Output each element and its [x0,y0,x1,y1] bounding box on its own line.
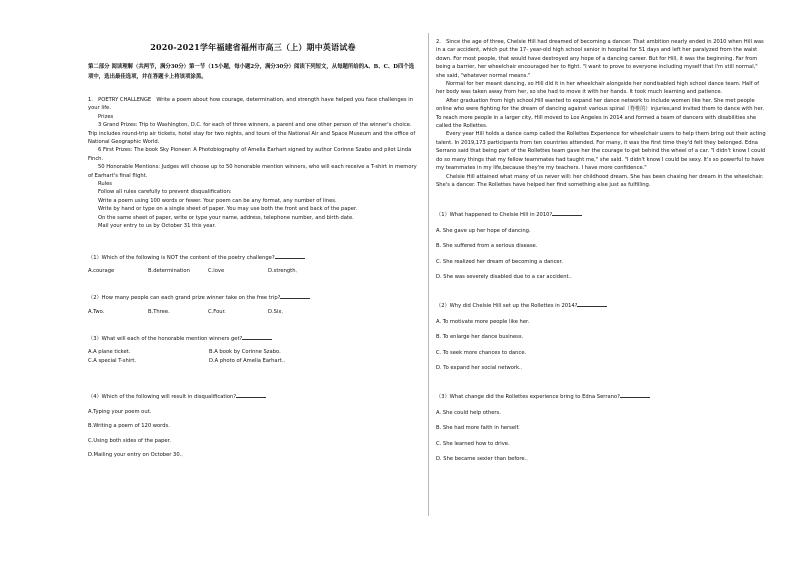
exam-title: 2020-2021学年福建省福州市高三（上）期中英语试卷 [150,42,356,52]
option-b[interactable]: B. She had more faith in herself. [436,425,520,432]
question-options [88,267,418,275]
question-options [436,318,768,373]
option-d[interactable]: D.strength． [268,267,301,274]
option-d[interactable]: D. She became sexier than before.． [436,456,532,462]
left-column [88,38,418,459]
option-d[interactable]: D.A photo of Amelia Earhart.． [209,357,289,364]
answer-blank [552,209,582,216]
question-options [436,409,768,464]
rule-item: On the same sheet of paper, write or type your name, address, telephone number, and birth date. [98,214,354,221]
grand-prize-text: 3 Grand Prizes: Trip to Washington, D.C. for each of three winners, a parent and one other person of the winner's choice. Trip includes round-trip air tickets, hotel stay for two nights, and tours of the National Air and Space Museum and the office of National Geographic World. [88,122,416,146]
question-4 [88,391,418,459]
option-a[interactable]: A.Typing your poem out. [88,408,152,415]
passage-2 [436,38,768,189]
option-a[interactable]: A. She could help others. [436,409,501,416]
answer-blank [280,292,310,299]
passage-2-paragraph: 2. Since the age of three, Chelsie Hill had dreamed of becoming a dancer. That ambition nearly ended in 2010 when Hill was in a car accident, which put the 17- year-old high school senior in hospital for 51 days and left her paralyzed from the waist down. For most people, that would have destroyed any hope of a dancing career. But for Hill, it was the beginning. Far from being a barrier, her wheelchair encouraged her to fight. "I want to prove to everyone including myself that I'm still normal," she said, "whatever normal means." [436,39,764,79]
question-stem: （2）Why did Chelsie Hill set up the Rollettes in 2014? [436,303,578,310]
column-divider [428,33,429,516]
question-r2 [436,300,768,372]
option-b[interactable]: B.determination [148,267,190,274]
question-options [88,308,418,316]
option-d[interactable]: D.Mailing your entry on October 30.． [88,451,187,458]
option-a[interactable]: A.courage [88,267,115,274]
passage-2-paragraph: Normal for her meant dancing, so Hill did it in her wheelchair alongside her nondisabled high school dance team. Half of her body was taken away from her, so she had to move it with her hands. It took much learning and patience. [436,81,760,96]
option-c[interactable]: C. She realized her dream of becoming a dancer. [436,258,563,265]
option-d[interactable]: D. She was severely disabled due to a car accident.． [436,273,576,280]
passage-2-paragraph: Every year Hill holds a dance camp called the Rollettes Experience for wheelchair users to help them bring out their acting talent. In 2019,173 participants from ten countries attended. For many, it was the first time they'd felt they belonged. Edna Serrano said that being part of the Rollettes team gave her the courage to get behind the wheel of a car. "I didn't know I could do so many things that my fellow teammates had taught me," she said. "I didn't know I could be sexy. It's so powerful to have my teammates in my life,because they're my teachers. I have more confidence." [436,131,766,172]
passage-1 [88,96,418,231]
answer-blank [577,300,607,307]
question-stem: （1）Which of the following is NOT the content of the poetry challenge? [88,254,275,261]
option-a[interactable]: A.A plane ticket. [88,348,131,355]
passage-2-paragraph: Chelsie Hill attained what many of us never will: her childhood dream. She has been chasing her dream in the wheelchair. She's a dancer. The Rollettes have helped her find something else just as fulfilling. [436,173,764,188]
rule-item: Write by hand or type on a single sheet of paper. You may use both the front and back of the paper. [98,206,358,213]
option-b[interactable]: B.Three. [148,308,170,315]
option-d[interactable]: D. To expand her social network.． [436,364,526,371]
option-b[interactable]: B. She suffered from a serious disease. [436,243,538,250]
question-stem: （3）What will each of the honorable mention winners get? [88,336,243,343]
option-c[interactable]: C. She learned how to drive. [436,440,510,447]
question-3 [88,333,418,365]
option-b[interactable]: B.A book by Corinne Szabo. [209,348,281,355]
option-b[interactable]: B. To enlarge her dance business. [436,334,524,341]
rule-item: Mail your entry to us by October 31 this year. [98,223,216,230]
rule-item: Write a poem using 100 words or fewer. Your poem can be any format, any number of lines. [98,197,337,204]
question-stem: （3）What change did the Rollettes experience bring to Edna Serrano? [436,394,620,401]
option-d[interactable]: D.Six． [268,308,287,315]
question-options [88,348,418,366]
question-options [436,227,768,282]
question-stem: （2）How many people can each grand prize winner take on the free trip? [88,295,281,302]
option-a[interactable]: A.Two. [88,308,105,315]
question-options [88,408,418,460]
rule-item: Follow all rules carefully to prevent disqualification: [98,189,232,196]
answer-blank [236,391,266,398]
prizes-label: Prizes [98,113,114,120]
question-stem: （1）What happened to Chelsie Hill in 2010? [436,212,553,219]
section-instructions: 第二部分 阅读理解（共两节，满分30分）第一节（15小题，每小题2分，满分30分）阅读下列短文，从每题所给的A、B、C、D四个选项中，选出最佳选项，并在答题卡上将该项涂黑。 [88,64,415,80]
answer-blank [620,391,650,398]
question-1 [88,252,418,276]
question-stem: （4）Which of the following will result in disqualification? [88,394,237,401]
question-r3 [436,391,768,463]
passage-2-paragraph: After graduation from high school,Hill wanted to expand her dance network to include women like her. She met people online who were fighting for the dream of dancing against various spinal（脊椎的）injuries,and invited them to dance with her. To reach more people in a larger city, Hill moved to Los Angeles in 2014 and formed a team of dancers with disabilities she called the Rollettes. [436,97,764,130]
option-c[interactable]: C.Using both sides of the paper. [88,437,171,444]
question-r1 [436,209,768,281]
question-2 [88,292,418,316]
option-c[interactable]: C.Four. [208,308,226,315]
option-c[interactable]: C.love [208,267,225,274]
honorable-mention-text: 50 Honorable Mentions: Judges will choose up to 50 honorable mention winners, who will each receive a T-shirt in memory of Earhart's final flight. [88,164,417,179]
right-column [436,38,768,463]
option-b[interactable]: B.Writing a poem of 120 words. [88,423,170,430]
passage-1-heading: 1. POETRY CHALLENGE Write a poem about how courage, determination, and strength have helped you face challenges in your life. [88,97,413,112]
answer-blank [275,252,305,259]
answer-blank [242,333,272,340]
option-c[interactable]: C. To seek more chances to dance. [436,349,527,356]
option-c[interactable]: C.A special T-shirt. [88,357,137,364]
first-prize-text: 6 First Prizes: The book Sky Pioneer: A Photobiography of Amelia Earhart signed by author Corinne Szabo and pilot Linda Finch. [88,147,412,162]
option-a[interactable]: A. To motivate more people like her. [436,318,530,325]
option-a[interactable]: A. She gave up her hope of dancing. [436,227,531,234]
rules-label: Rules [98,181,112,188]
